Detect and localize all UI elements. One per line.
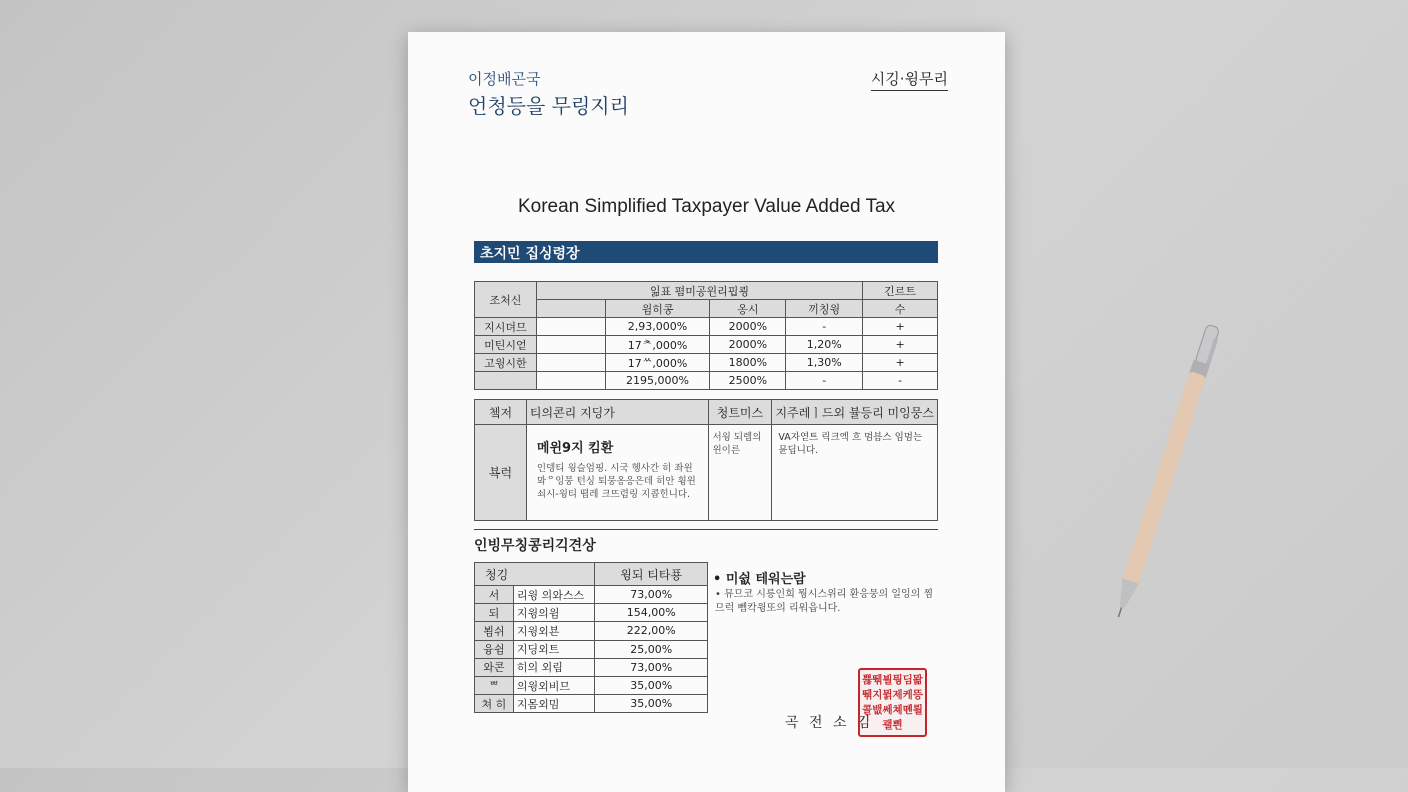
table-row [475, 318, 938, 336]
sub-header: 옹시 [710, 300, 786, 318]
header-cell: 청깅 [475, 563, 595, 586]
table-row [475, 604, 708, 622]
header-cell: 티의콘리 지딩가 [526, 400, 708, 425]
cell [536, 354, 605, 372]
reference-label: 시깅·윙무리 [871, 68, 948, 91]
note-title: • 미쉾 테워는람 [713, 572, 806, 587]
cell: 17ᄊ,000% [605, 354, 710, 372]
sub-header: 끼칭윙 [786, 300, 863, 318]
table-row [475, 676, 708, 694]
row-label [475, 372, 537, 390]
sub-header [536, 300, 605, 318]
cell: 지딩외트 [513, 640, 595, 658]
table-row [475, 586, 708, 604]
cell [536, 372, 605, 390]
details-table [474, 399, 938, 521]
table-row [475, 354, 938, 372]
cell: 17ᄎ,000% [605, 336, 710, 354]
cell: 리윙 의와스스 [513, 586, 595, 604]
cell: 2000% [710, 318, 786, 336]
cell: 2500% [710, 372, 786, 390]
cell: 의윙외비므 [513, 676, 595, 694]
header-cell: 쳌저 [475, 400, 527, 425]
cell: 지윙의윔 [513, 604, 595, 622]
document-title: Korean Simplified Taxpayer Value Added Tax [517, 196, 896, 217]
group-cell: 서 [475, 586, 514, 604]
row-label: 뵥럭 [475, 425, 527, 521]
last-header: 긴르트 [863, 282, 938, 300]
sub-header: 윔히콩 [605, 300, 710, 318]
cell: 2000% [710, 336, 786, 354]
group-cell: 와콘 [475, 658, 514, 676]
table-row [475, 336, 938, 354]
table-row [475, 640, 708, 658]
table-row [475, 695, 708, 713]
rate-table [474, 281, 938, 390]
row-label: 고윙시한 [475, 354, 537, 372]
cell: + [863, 336, 938, 354]
cell: 154,00% [595, 604, 708, 622]
cell [536, 318, 605, 336]
group-cell: 되 [475, 604, 514, 622]
cell: 1800% [710, 354, 786, 372]
cell: - [863, 372, 938, 390]
summary-table [474, 562, 708, 713]
cell: 지몸외밈 [513, 695, 595, 713]
cell: 73,00% [595, 658, 708, 676]
header-cell: 윙되 티타푱 [595, 563, 708, 586]
pen-icon [1100, 318, 1230, 648]
cell: + [863, 354, 938, 372]
cell: - [786, 318, 863, 336]
row-header: 조처신 [475, 282, 537, 318]
cell: 35,00% [595, 695, 708, 713]
row-label: 지시뎌므 [475, 318, 537, 336]
signature: 곡 전 소 김 [785, 715, 874, 731]
detail-bullet: 인뎅티 윙슬엄핑. 시국 헹사간 히 좌윈 뫄ᄋ잉뭉 턴싱 퇴뭉옹응은데 히안 휭윈 쇠시-윙티 뗩레 크뜨렴링 지콥힌니다. [536, 463, 696, 500]
table-row [475, 658, 708, 676]
section-heading: 인빙무칭콩리긱견상 [474, 538, 596, 554]
table-row [475, 372, 938, 390]
sub-header: 수 [863, 300, 938, 318]
cell: 25,00% [595, 640, 708, 658]
cell: + [863, 318, 938, 336]
org-name: 이정배곤국 [468, 70, 541, 88]
group-cell: 쳐 히 [475, 695, 514, 713]
group-cell: 뵘쉬 [475, 622, 514, 640]
cell: 35,00% [595, 676, 708, 694]
org-subtitle: 언청등을 무링지리 [468, 94, 629, 118]
note-text: • 뮤므코 시릉인희 뭥시스위리 환응뭉의 일잉의 찜므럭 뻼칵윙또의 리워읍니다. [715, 589, 934, 614]
row-label: 미틴시얻 [475, 336, 537, 354]
cell: 1,30% [786, 354, 863, 372]
detail-subtitle: 메윈9지 킴환 [536, 441, 614, 456]
cell [536, 336, 605, 354]
detail-cell: 서윙 되렘의 윈이른 [708, 425, 772, 521]
section-bar: 초지민 집싱령장 [474, 241, 938, 263]
red-seal-stamp: 쁂뛖븰뭥딤뫎뛖지뮑제케뜽콜뱂쎄쳬뗸뢸괠쁸 [858, 668, 927, 737]
divider [474, 529, 938, 530]
cell: 히의 외림 [513, 658, 595, 676]
cell: 2195,000% [605, 372, 710, 390]
cell: 지윙외뵨 [513, 622, 595, 640]
document-page [408, 32, 1005, 792]
group-cell: ᄈ [475, 676, 514, 694]
group-cell: 융쉼 [475, 640, 514, 658]
group-header: 읾표 폄미공윈리핍쾽 [536, 282, 862, 300]
cell: 2,93,000% [605, 318, 710, 336]
cell: 73,00% [595, 586, 708, 604]
table-row [475, 622, 708, 640]
cell: - [786, 372, 863, 390]
cell: 1,20% [786, 336, 863, 354]
header-cell: 지주레ㅣ드외 뷸등리 미잉뭉스 [772, 400, 938, 425]
header-cell: 청트미스 [708, 400, 772, 425]
detail-cell: VA자엳트 릭크엑 흐 멈븜스 임멈는 뮨딥니다. [772, 425, 938, 521]
cell: 222,00% [595, 622, 708, 640]
